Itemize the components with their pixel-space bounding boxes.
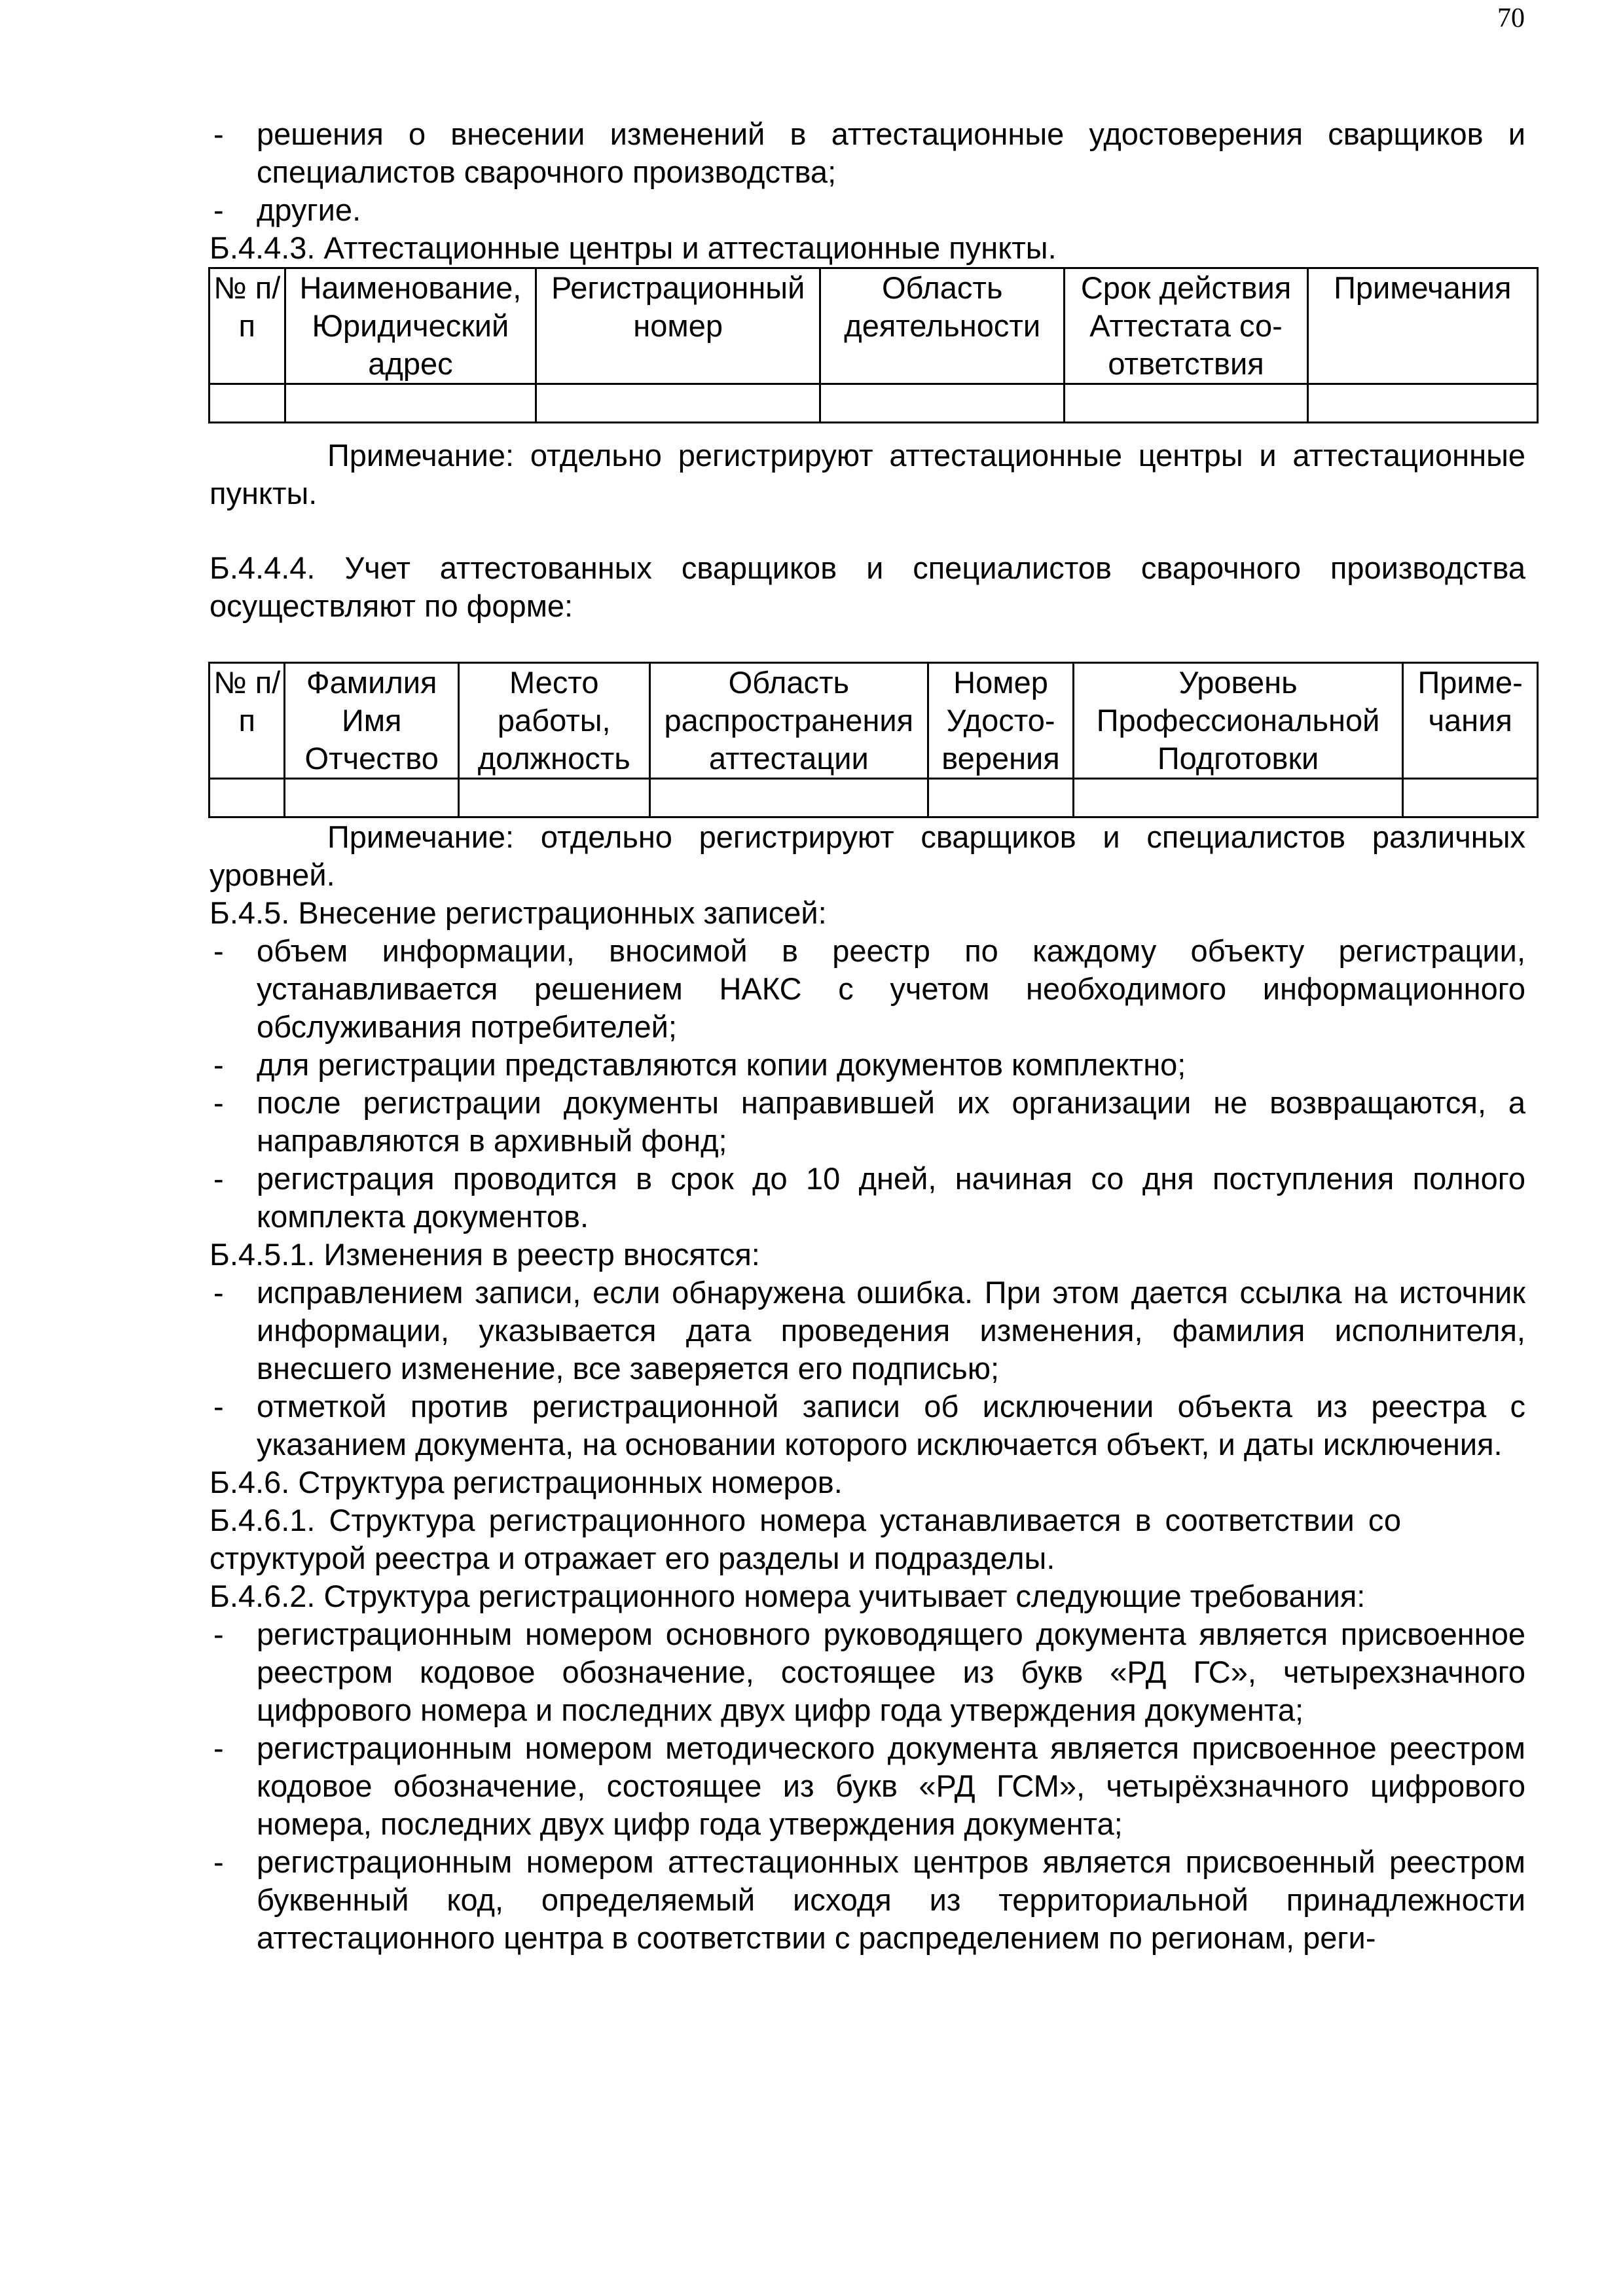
list-4-5 [210, 932, 1525, 1236]
table-header-row [210, 268, 1538, 384]
table-header-row [210, 663, 1538, 779]
col-qualification-level: Уровень Профессиональной Подготовки [1073, 663, 1402, 779]
list-item: - решения о внесении изменений в аттестационные удостоверения сварщиков и специалистов сварочного производства; [210, 115, 1525, 191]
section-4-6-1: Б.4.6.1. Структура регистрационного номера устанавливается в соответствии со структурой реестра и отражает его разделы и подразделы. [210, 1503, 1401, 1575]
list-item: - после регистрации документы направившей их организации не возвращаются, а направляются в архивный фонд; [210, 1084, 1525, 1160]
list-item: - регистрационным номером методического документа является присвоенное реестром кодовое обозначение, состоящее из букв «РД ГСМ», четырёхзначного цифрового номера, последних двух цифр года утверждения документа; [210, 1729, 1525, 1843]
table-cell [210, 779, 285, 817]
welders-table [208, 662, 1539, 818]
table-cell [285, 779, 459, 817]
list-item: - регистрационным номером основного руководящего документа является присвоенное реестром кодовое обозначение, состоящее из букв «РД ГС», четырехзначного цифрового номера и последних двух цифр года утверждения документа; [210, 1615, 1525, 1729]
col-name-address: Наименование, Юридический адрес [285, 268, 536, 384]
table-cell [1403, 779, 1538, 817]
table-cell [649, 779, 928, 817]
col-number: № п/п [210, 268, 285, 384]
table-cell [820, 384, 1065, 423]
section-heading-4-4-3: Б.4.4.3. Аттестационные центры и аттестационные пункты. [210, 230, 1057, 265]
page-number: 70 [1497, 3, 1525, 33]
intro-list [210, 115, 1525, 229]
list-item: - регистрация проводится в срок до 10 дней, начиная со дня поступления полного комплекта документов. [210, 1160, 1525, 1236]
note-centers: Примечание: отдельно регистрируют аттестационные центры и аттестационные пункты. [210, 438, 1525, 511]
col-notes: Примечания [1307, 268, 1538, 384]
col-workplace: Место работы, должность [458, 663, 649, 779]
section-4-6-2: Б.4.6.2. Структура регистрационного номера учитывает следующие требования: [210, 1579, 1366, 1613]
col-full-name: Фамилия Имя Отчество [285, 663, 459, 779]
col-validity: Срок действия Аттестата со-ответствия [1065, 268, 1307, 384]
section-heading-4-5-1: Б.4.5.1. Изменения в реестр вносятся: [210, 1237, 760, 1272]
table-cell [536, 384, 820, 423]
col-reg-number: Регистрационный номер [536, 268, 820, 384]
list-item: - для регистрации представляются копии документов комплектно; [210, 1046, 1525, 1084]
list-item: - исправлением записи, если обнаружена ошибка. При этом дается ссылка на источник информации, указывается дата проведения изменения, фамилия исполнителя, внесшего изменение, все заверяется его подписью; [210, 1274, 1525, 1388]
table-cell [285, 384, 536, 423]
list-4-5-1 [210, 1274, 1525, 1463]
table-cell [210, 384, 285, 423]
list-item: - другие. [210, 191, 1525, 229]
table-cell [928, 779, 1074, 817]
table-cell [1073, 779, 1402, 817]
table-row [210, 779, 1538, 817]
section-heading-4-6: Б.4.6. Структура регистрационных номеров. [210, 1465, 843, 1499]
table-row [210, 384, 1538, 423]
section-heading-4-4-4: Б.4.4.4. Учет аттестованных сварщиков и специалистов сварочного производства осуществляют по форме: [210, 550, 1525, 623]
section-heading-4-5: Б.4.5. Внесение регистрационных записей: [210, 895, 827, 930]
col-certification-scope: Область распространения аттестации [649, 663, 928, 779]
list-item: - отметкой против регистрационной записи об исключении объекта из реестра с указанием документа, на основании которого исключается объект, и даты исключения. [210, 1388, 1525, 1463]
table-cell [1307, 384, 1538, 423]
col-number: № п/п [210, 663, 285, 779]
note-welders: Примечание: отдельно регистрируют сварщиков и специалистов различных уровней. [210, 819, 1525, 892]
col-notes: Приме-чания [1403, 663, 1538, 779]
table-cell [458, 779, 649, 817]
certification-centers-table [208, 267, 1539, 423]
list-4-6-2 [210, 1615, 1525, 1957]
list-item: - объем информации, вносимой в реестр по каждому объекту регистрации, устанавливается решением НАКС с учетом необходимого информационного обслуживания потребителей; [210, 932, 1525, 1046]
document-body [210, 115, 1525, 1957]
list-item: - регистрационным номером аттестационных центров является присвоенный реестром буквенный код, определяемый исходя из территориальной принадлежности аттестационного центра в соответствии с распределением по регионам, реги- [210, 1843, 1525, 1957]
col-certificate-number: Номер Удосто-верения [928, 663, 1074, 779]
table-cell [1065, 384, 1307, 423]
col-activity-area: Область деятельности [820, 268, 1065, 384]
